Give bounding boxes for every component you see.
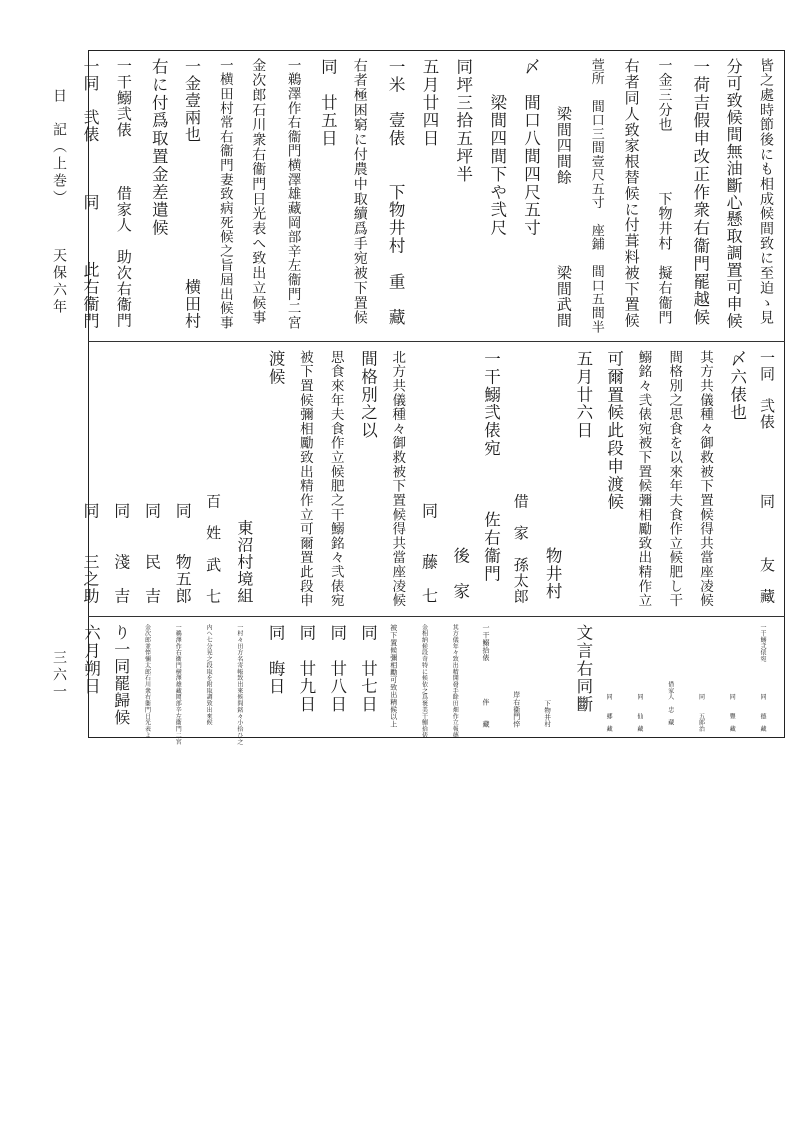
text-column: 鰯銘々弐俵宛被下置候彌相勵致出精作立 xyxy=(635,350,652,608)
text-column: 梁間四間下や弐尺 xyxy=(487,58,507,237)
running-head xyxy=(20,50,80,738)
text-column: 同坪三拾五坪半 xyxy=(453,58,473,184)
text-column: 借 家 孫太郎 xyxy=(511,350,530,605)
text-column: 後 家 xyxy=(450,350,470,601)
text-column: 金次郎並悴彌太郎石川衆右衞門日光表よ xyxy=(143,624,151,739)
page-number: 三六一 xyxy=(51,650,67,701)
section-divider-upper xyxy=(88,341,785,342)
text-column: 〆 間口八間四尺五寸 xyxy=(521,58,541,237)
text-column: 分可致候間無油斷心懸取調置可申候 xyxy=(724,58,744,330)
text-column: 一金三分也 下物井村 擬右衞門 xyxy=(656,58,673,326)
text-column: 同 物五郎 xyxy=(173,350,193,605)
text-column: 一荷吉假申改正作衆右衞門罷越候 xyxy=(690,58,710,327)
text-column: 同 豐 藏 xyxy=(728,624,736,733)
text-column: 一干鰯弐俵宛 佐右衞門 xyxy=(481,350,501,583)
text-column: 一金壹兩也 横田村 xyxy=(182,58,202,330)
text-column: 同 廿七日 xyxy=(358,624,378,714)
text-column: 一干鰯弐俵宛 同 德 藏 xyxy=(759,624,766,733)
text-column: 右に付爲取置金差遣候 xyxy=(149,58,169,237)
text-column: 金次郎石川衆右衞門日光表へ致出立候事 xyxy=(250,58,267,326)
text-column: 一横田村常右衞門妻致病死候之旨屆出候事 xyxy=(216,58,233,330)
text-column: 金相納候段奇特に候依之爲褒美干鰯拾俵 xyxy=(420,624,428,739)
text-column: 同 廿五日 xyxy=(318,58,338,148)
text-column: 右者同人致家根替候に付葺料被下置候 xyxy=(622,58,641,329)
text-column: 萱所 間口三間壹尺五寸 座鋪 間口五間半 xyxy=(588,58,604,334)
running-head-title: 日 記（上巻） xyxy=(51,88,67,207)
text-column: 内へ七分晃之段取を附取調致出來候 xyxy=(205,624,213,726)
text-column: 北方共儀種々御救被下置候得共當座凌候 xyxy=(389,350,406,608)
text-column: 同 仙 藏 xyxy=(635,624,643,733)
text-column: 同 民 吉 xyxy=(142,350,162,605)
text-column: 百 姓 武 七 xyxy=(204,350,223,605)
text-column: 其方共儀種々御救被下置候得共當座凌候 xyxy=(697,350,713,608)
text-column: 一干鰯拾俵 伴 藏 xyxy=(482,624,490,728)
text-column: 東沼村境組 xyxy=(234,350,254,605)
text-column: 一米 壹俵 下物井村 重 藏 xyxy=(386,58,406,327)
text-column: り一同罷歸候 xyxy=(111,624,131,726)
text-column: 間格別之思食を以來年夫食作立候肥し干 xyxy=(666,350,683,608)
text-column: 一同 弐俵 同 友 藏 xyxy=(758,350,776,605)
text-column: 同 晦日 xyxy=(266,624,286,696)
text-column: 間格別之以 xyxy=(358,350,378,440)
text-column: 渡候 xyxy=(266,350,286,386)
text-column: 同 藤 七 xyxy=(419,350,439,605)
text-column: 梁間四間餘 梁間武間 xyxy=(554,58,573,329)
text-column: 同 淺 吉 xyxy=(111,350,131,605)
text-column: 被下置候彌相勵可致出精候以上 xyxy=(389,624,398,728)
text-column: 右者極困窮に付農中取續爲手宛被下置候 xyxy=(351,58,368,326)
text-column: 〆六俵也 xyxy=(727,350,747,422)
text-column: 同 廿八日 xyxy=(327,624,347,714)
text-column: 文言右同斷 xyxy=(573,624,593,714)
text-column: 被下置候彌相勵致出精作立可爾置此段申 xyxy=(296,350,313,608)
text-column: 其方儀年々致出精開發手餘田畑作立報德 xyxy=(451,624,459,739)
text-column: 借家人 忠 藏 xyxy=(666,624,674,726)
text-column: 一鵜澤作右衞門横澤雄藏岡部辛左衞門二宮 xyxy=(174,624,182,745)
text-column: 同 三之助 xyxy=(81,350,100,605)
text-column: 六月朔日 xyxy=(81,624,101,696)
text-column: 下物井村 xyxy=(543,624,552,728)
text-column: 一干鰯弐俵 借家人 助次右衞門 xyxy=(114,58,133,329)
text-column: 五月廿六日 xyxy=(573,350,593,440)
text-column: 一村々田方名寄帳致出來候間銘々小拾ひ之 xyxy=(235,624,243,745)
text-column: 同 廿九日 xyxy=(296,624,316,714)
text-column: 一鵜澤作右衞門横澤雄藏岡部辛左衞門二宮 xyxy=(284,58,301,330)
text-column: 可爾置候此段申渡候 xyxy=(604,350,624,512)
section-divider-lower xyxy=(88,616,785,617)
text-column: 思食來年夫食作立候肥之干鰯銘々弐俵宛 xyxy=(327,350,344,608)
running-head-era: 天保六年 xyxy=(51,248,67,316)
text-column: 同 五郎治 xyxy=(697,624,705,733)
text-column: 五月廿四日 xyxy=(420,58,439,148)
text-column: 岸右衞門悴 xyxy=(512,624,521,728)
text-column: 物井村 xyxy=(543,350,563,601)
text-column: 一同 弐俵 同 此右衞門 xyxy=(81,58,100,330)
text-column: 皆之處時節後にも相成候間致に至迫ゝ見 xyxy=(758,58,774,326)
text-column: 同 郷 藏 xyxy=(605,624,613,733)
